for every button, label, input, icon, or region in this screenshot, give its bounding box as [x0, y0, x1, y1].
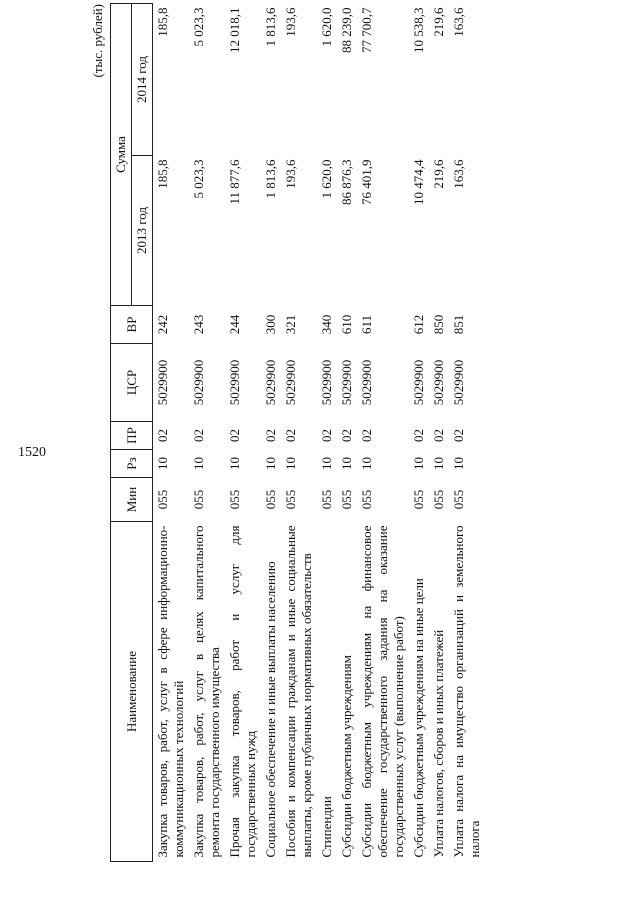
cell-rz: 10 — [283, 457, 298, 470]
cell-rz: 10 — [411, 457, 426, 470]
cell-rz: 10 — [339, 457, 354, 470]
cell-vr: 851 — [451, 314, 466, 335]
cell-rz: 10 — [319, 457, 334, 470]
cell-min: 055 — [451, 489, 466, 510]
cell-vr: 340 — [319, 314, 334, 335]
cell-y2013: 11 877,6 — [227, 159, 242, 205]
cell-vr: 610 — [339, 314, 354, 335]
cell-pr: 02 — [263, 429, 278, 442]
cell-csr: 5029900 — [153, 344, 190, 422]
cell-rz: 10 — [451, 457, 466, 470]
table-row — [357, 4, 409, 862]
cell-rz: 10 — [263, 457, 278, 470]
cell-csr: 5029900 — [359, 359, 374, 406]
cell-y2014: 219,6 — [431, 7, 446, 37]
table-row — [317, 4, 337, 862]
cell-name: Субсидии бюджетным учреждениям на финансовое обеспечение государственного задания на оказание государственных услуг (выполнение работ) — [359, 525, 406, 858]
rotated-table-sheet — [90, 0, 610, 870]
cell-csr: 5029900 — [227, 359, 242, 406]
cell-pr: 02 — [411, 429, 426, 442]
cell-y2014: 12 018,1 — [227, 7, 242, 53]
table-row — [261, 4, 281, 862]
cell-csr: 5029900 — [191, 359, 206, 406]
cell-y2014: 1 620,0 — [319, 7, 334, 47]
cell-y2014: 1 813,6 — [263, 7, 278, 47]
cell-name: Социальное обеспечение и иные выплаты населению — [263, 561, 278, 858]
cell-min: 055 — [227, 489, 242, 510]
cell-y2014: 5 023,3 — [191, 7, 206, 47]
cell-csr: 5029900 — [263, 359, 278, 406]
cell-min: 055 — [153, 478, 190, 522]
cell-name: Закупка товаров, работ, услуг в сфере информационно-коммуникационных технологий — [153, 522, 190, 862]
cell-min: 055 — [431, 489, 446, 510]
cell-pr: 02 — [191, 429, 206, 442]
cell-csr: 5029900 — [339, 359, 354, 406]
cell-pr: 02 — [339, 429, 354, 442]
header-rz: Рз — [111, 450, 153, 478]
cell-pr: 02 — [153, 422, 190, 450]
cell-y2013: 219,6 — [431, 159, 446, 189]
cell-min: 055 — [283, 489, 298, 510]
cell-y2013: 10 474,4 — [411, 159, 426, 205]
cell-name: Субсидии бюджетным учреждениям — [339, 655, 354, 858]
cell-y2013: 163,6 — [451, 159, 466, 189]
cell-csr: 5029900 — [283, 359, 298, 406]
cell-min: 055 — [191, 489, 206, 510]
cell-rz: 10 — [227, 457, 242, 470]
cell-y2013: 86 876,3 — [339, 159, 354, 205]
table-row — [429, 4, 449, 862]
cell-vr: 243 — [191, 314, 206, 335]
cell-vr: 244 — [227, 314, 242, 335]
cell-name: Прочая закупка товаров, работ и услуг для государственных нужд — [227, 525, 258, 858]
cell-rz: 10 — [153, 450, 190, 478]
page-number: 1520 — [18, 445, 46, 460]
cell-y2013: 185,8 — [153, 156, 190, 306]
cell-pr: 02 — [451, 429, 466, 442]
cell-vr: 321 — [283, 314, 298, 335]
cell-name: Закупка товаров, работ, услуг в целях капитального ремонта государственного имущества — [191, 525, 222, 858]
cell-pr: 02 — [319, 429, 334, 442]
cell-min: 055 — [339, 489, 354, 510]
cell-min: 055 — [411, 489, 426, 510]
cell-name: Уплата налогов, сборов и иных платежей — [431, 629, 446, 858]
cell-vr: 300 — [263, 314, 278, 335]
cell-name: Уплата налога на имущество организаций и земельного налога — [451, 525, 482, 858]
cell-y2013: 193,6 — [283, 159, 298, 189]
table-body — [153, 4, 486, 862]
cell-min: 055 — [263, 489, 278, 510]
cell-y2014: 10 538,3 — [411, 7, 426, 53]
table-row — [189, 4, 225, 862]
budget-table — [110, 3, 485, 862]
cell-min: 055 — [359, 489, 374, 510]
header-csr: ЦСР — [111, 344, 153, 422]
cell-name: Субсидии бюджетным учреждениям на иные цели — [411, 578, 426, 858]
cell-vr: 242 — [153, 306, 190, 344]
cell-y2014: 193,6 — [283, 7, 298, 37]
cell-min: 055 — [319, 489, 334, 510]
cell-y2014: 163,6 — [451, 7, 466, 37]
cell-y2014: 185,8 — [153, 4, 190, 156]
header-pr: ПР — [111, 422, 153, 450]
cell-name: Стипендии — [319, 796, 334, 858]
cell-name: Пособия и компенсации гражданам и иные социальные выплаты, кроме публичных нормативных обязательств — [283, 525, 314, 858]
table-row — [409, 4, 429, 862]
header-sum: Сумма — [111, 4, 132, 306]
cell-vr: 850 — [431, 314, 446, 335]
cell-rz: 10 — [191, 457, 206, 470]
cell-csr: 5029900 — [431, 359, 446, 406]
cell-y2013: 1 620,0 — [319, 159, 334, 199]
cell-y2014: 88 239,0 — [339, 7, 354, 53]
cell-y2013: 5 023,3 — [191, 159, 206, 199]
table-row — [281, 4, 317, 862]
header-vr: ВР — [111, 306, 153, 344]
header-2013: 2013 год — [132, 156, 153, 306]
unit-note: (тыс. рублей) — [90, 4, 105, 78]
cell-y2013: 76 401,9 — [359, 159, 374, 205]
cell-pr: 02 — [359, 429, 374, 442]
cell-y2013: 1 813,6 — [263, 159, 278, 199]
cell-csr: 5029900 — [411, 359, 426, 406]
cell-pr: 02 — [227, 429, 242, 442]
cell-pr: 02 — [431, 429, 446, 442]
cell-csr: 5029900 — [451, 359, 466, 406]
table-row — [225, 4, 261, 862]
cell-vr: 612 — [411, 314, 426, 335]
table-row — [153, 4, 190, 862]
header-name: Наименование — [111, 522, 153, 862]
header-min: Мин — [111, 478, 153, 522]
cell-rz: 10 — [359, 457, 374, 470]
table-row — [449, 4, 485, 862]
table-row — [337, 4, 357, 862]
cell-pr: 02 — [283, 429, 298, 442]
header-2014: 2014 год — [132, 4, 153, 156]
cell-csr: 5029900 — [319, 359, 334, 406]
cell-y2014: 77 700,7 — [359, 7, 374, 53]
cell-vr: 611 — [359, 314, 374, 335]
cell-rz: 10 — [431, 457, 446, 470]
